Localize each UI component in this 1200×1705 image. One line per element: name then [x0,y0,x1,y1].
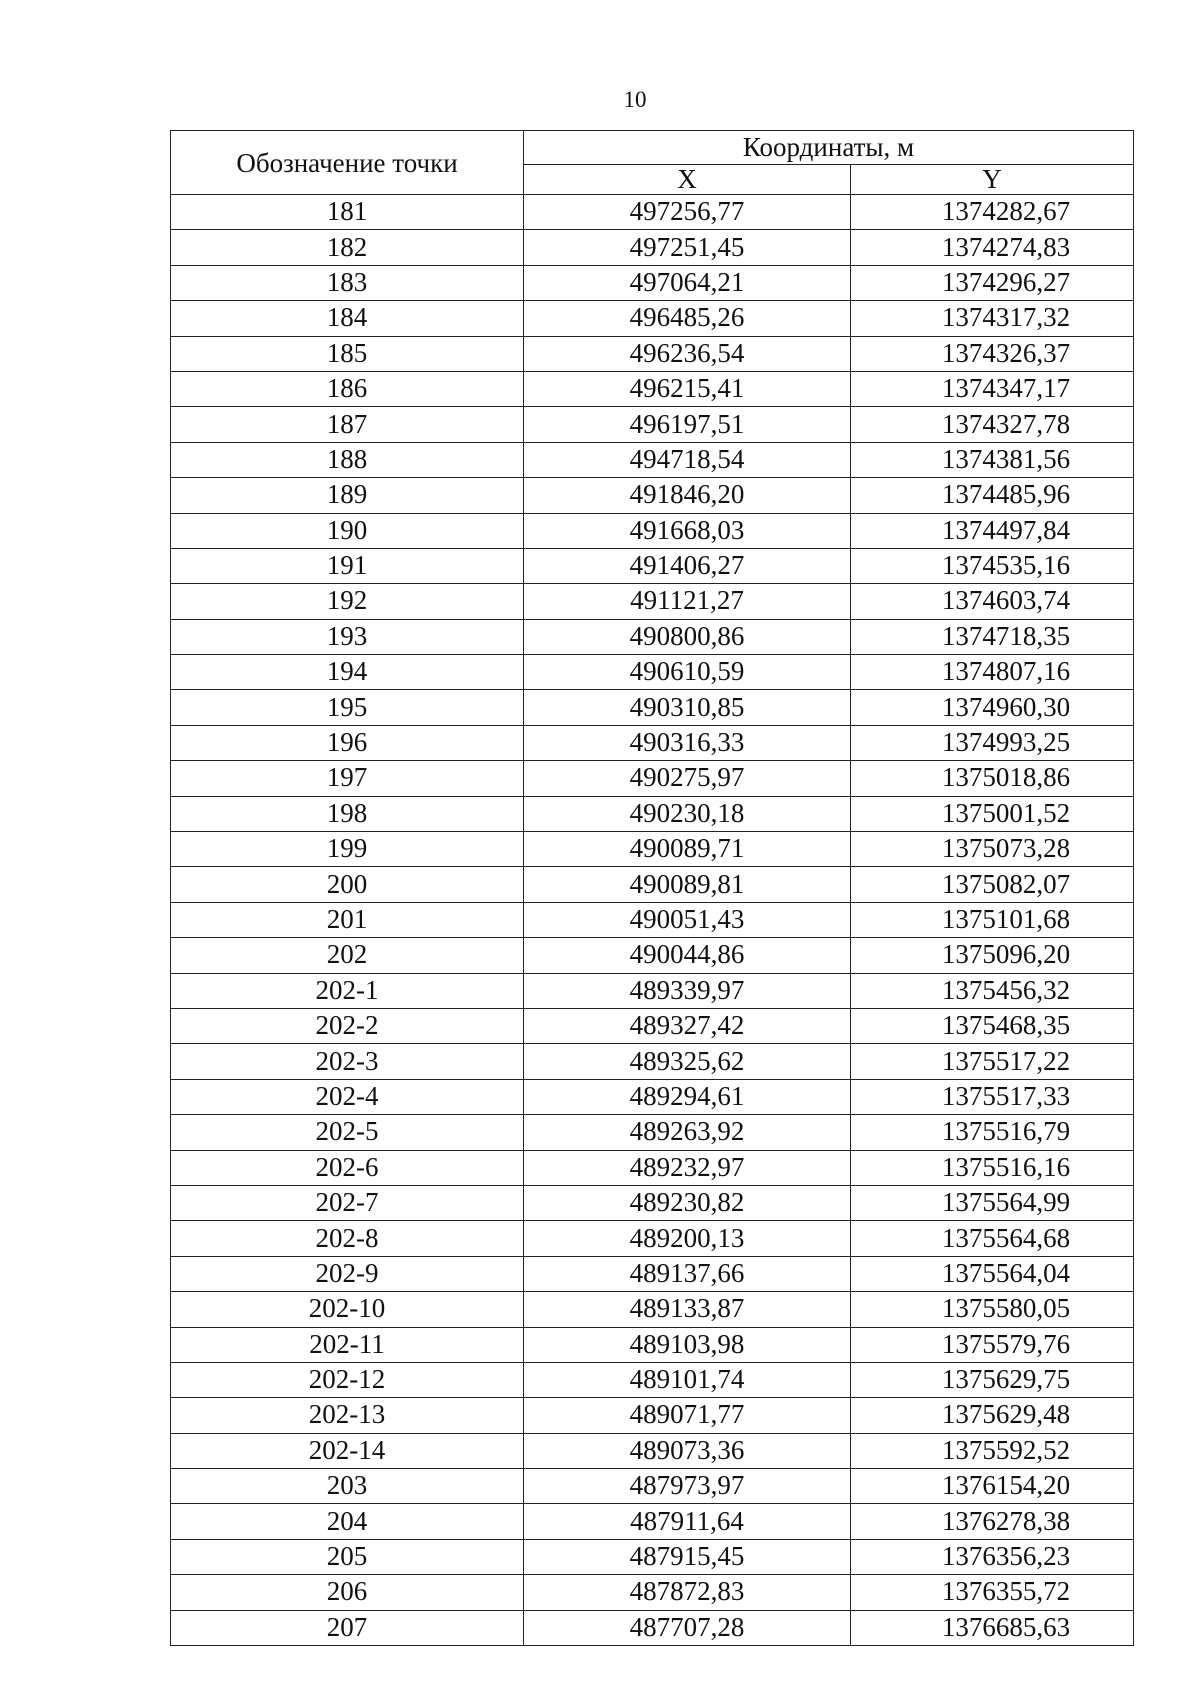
x-coordinate-cell: 490610,59 [524,655,851,690]
y-coordinate-cell: 1375517,22 [851,1044,1134,1079]
y-coordinate-cell: 1374485,96 [851,478,1134,513]
table-header [171,131,1134,195]
x-coordinate-cell: 490800,86 [524,619,851,654]
point-cell: 194 [171,655,524,690]
y-coordinate-cell: 1376685,63 [851,1610,1134,1645]
x-coordinate-cell: 490089,71 [524,832,851,867]
table-row [171,867,1134,902]
point-cell: 201 [171,902,524,937]
header-y: Y [851,165,1134,195]
x-coordinate-cell: 491406,27 [524,548,851,583]
x-coordinate-cell: 489325,62 [524,1044,851,1079]
y-coordinate-cell: 1375564,04 [851,1256,1134,1291]
y-coordinate-cell: 1375096,20 [851,938,1134,973]
table-row [171,371,1134,406]
point-cell: 186 [171,371,524,406]
header-point-designation: Обозначение точки [171,131,524,195]
x-coordinate-cell: 496236,54 [524,336,851,371]
x-coordinate-cell: 487872,83 [524,1575,851,1610]
x-coordinate-cell: 490310,85 [524,690,851,725]
point-cell: 202-14 [171,1433,524,1468]
y-coordinate-cell: 1375580,05 [851,1292,1134,1327]
y-coordinate-cell: 1375516,16 [851,1150,1134,1185]
coordinates-table [170,130,1134,1646]
page-number: 10 [623,87,647,112]
y-coordinate-cell: 1376355,72 [851,1575,1134,1610]
x-coordinate-cell: 489230,82 [524,1185,851,1220]
table-row [171,1469,1134,1504]
header-coordinates: Координаты, м [524,131,1134,165]
x-coordinate-cell: 490230,18 [524,796,851,831]
y-coordinate-cell: 1375564,99 [851,1185,1134,1220]
y-coordinate-cell: 1374603,74 [851,584,1134,619]
table-row [171,442,1134,477]
table-row [171,1362,1134,1397]
table-row [171,832,1134,867]
point-cell: 202-9 [171,1256,524,1291]
y-coordinate-cell: 1374347,17 [851,371,1134,406]
y-coordinate-cell: 1375101,68 [851,902,1134,937]
table-row [171,1185,1134,1220]
point-cell: 197 [171,761,524,796]
y-coordinate-cell: 1374718,35 [851,619,1134,654]
point-cell: 188 [171,442,524,477]
point-cell: 207 [171,1610,524,1645]
point-cell: 185 [171,336,524,371]
point-cell: 202-8 [171,1221,524,1256]
table-row [171,584,1134,619]
point-cell: 184 [171,301,524,336]
table-row [171,1327,1134,1362]
x-coordinate-cell: 490044,86 [524,938,851,973]
point-cell: 202-6 [171,1150,524,1185]
header-x: X [524,165,851,195]
point-cell: 189 [171,478,524,513]
table-row [171,478,1134,513]
point-cell: 202-10 [171,1292,524,1327]
table-row [171,548,1134,583]
table-row [171,301,1134,336]
y-coordinate-cell: 1375073,28 [851,832,1134,867]
point-cell: 198 [171,796,524,831]
point-cell: 204 [171,1504,524,1539]
point-cell: 205 [171,1539,524,1574]
table-row [171,1504,1134,1539]
table-row [171,336,1134,371]
y-coordinate-cell: 1375001,52 [851,796,1134,831]
table-row [171,796,1134,831]
point-cell: 200 [171,867,524,902]
table-row [171,1398,1134,1433]
x-coordinate-cell: 489327,42 [524,1008,851,1043]
y-coordinate-cell: 1375564,68 [851,1221,1134,1256]
y-coordinate-cell: 1374381,56 [851,442,1134,477]
table-row [171,938,1134,973]
table-row [171,1292,1134,1327]
y-coordinate-cell: 1375018,86 [851,761,1134,796]
table-row [171,1575,1134,1610]
x-coordinate-cell: 487973,97 [524,1469,851,1504]
table-row [171,513,1134,548]
table-row [171,619,1134,654]
point-cell: 181 [171,195,524,230]
x-coordinate-cell: 491846,20 [524,478,851,513]
y-coordinate-cell: 1375456,32 [851,973,1134,1008]
table-row [171,407,1134,442]
x-coordinate-cell: 489232,97 [524,1150,851,1185]
y-coordinate-cell: 1374960,30 [851,690,1134,725]
x-coordinate-cell: 496485,26 [524,301,851,336]
point-cell: 199 [171,832,524,867]
y-coordinate-cell: 1376154,20 [851,1469,1134,1504]
table-row [171,265,1134,300]
y-coordinate-cell: 1375517,33 [851,1079,1134,1114]
x-coordinate-cell: 489294,61 [524,1079,851,1114]
y-coordinate-cell: 1375579,76 [851,1327,1134,1362]
table-row [171,1610,1134,1645]
x-coordinate-cell: 497064,21 [524,265,851,300]
point-cell: 193 [171,619,524,654]
table-row [171,655,1134,690]
y-coordinate-cell: 1375516,79 [851,1115,1134,1150]
y-coordinate-cell: 1376278,38 [851,1504,1134,1539]
point-cell: 202-3 [171,1044,524,1079]
table-row [171,1008,1134,1043]
table-row [171,761,1134,796]
table-body [171,195,1134,1646]
y-coordinate-cell: 1374497,84 [851,513,1134,548]
point-cell: 202-2 [171,1008,524,1043]
table-row [171,1115,1134,1150]
x-coordinate-cell: 489133,87 [524,1292,851,1327]
point-cell: 206 [171,1575,524,1610]
y-coordinate-cell: 1374296,27 [851,265,1134,300]
x-coordinate-cell: 489200,13 [524,1221,851,1256]
y-coordinate-cell: 1374807,16 [851,655,1134,690]
point-cell: 202 [171,938,524,973]
x-coordinate-cell: 497251,45 [524,230,851,265]
table-row [171,902,1134,937]
point-cell: 202-4 [171,1079,524,1114]
x-coordinate-cell: 491668,03 [524,513,851,548]
table-row [171,230,1134,265]
point-cell: 203 [171,1469,524,1504]
x-coordinate-cell: 489073,36 [524,1433,851,1468]
point-cell: 190 [171,513,524,548]
x-coordinate-cell: 487915,45 [524,1539,851,1574]
y-coordinate-cell: 1374282,67 [851,195,1134,230]
table-row [171,973,1134,1008]
x-coordinate-cell: 491121,27 [524,584,851,619]
point-cell: 187 [171,407,524,442]
table-row [171,725,1134,760]
x-coordinate-cell: 489101,74 [524,1362,851,1397]
table-row [171,1044,1134,1079]
x-coordinate-cell: 490051,43 [524,902,851,937]
x-coordinate-cell: 490089,81 [524,867,851,902]
x-coordinate-cell: 494718,54 [524,442,851,477]
x-coordinate-cell: 496215,41 [524,371,851,406]
x-coordinate-cell: 490275,97 [524,761,851,796]
y-coordinate-cell: 1374993,25 [851,725,1134,760]
point-cell: 183 [171,265,524,300]
x-coordinate-cell: 487707,28 [524,1610,851,1645]
point-cell: 202-7 [171,1185,524,1220]
y-coordinate-cell: 1374326,37 [851,336,1134,371]
table-row [171,1079,1134,1114]
x-coordinate-cell: 489137,66 [524,1256,851,1291]
point-cell: 196 [171,725,524,760]
point-cell: 202-1 [171,973,524,1008]
table-row [171,1221,1134,1256]
y-coordinate-cell: 1374535,16 [851,548,1134,583]
point-cell: 195 [171,690,524,725]
x-coordinate-cell: 490316,33 [524,725,851,760]
x-coordinate-cell: 489103,98 [524,1327,851,1362]
table-row [171,1433,1134,1468]
point-cell: 202-12 [171,1362,524,1397]
table-row [171,1150,1134,1185]
table-row [171,1539,1134,1574]
point-cell: 191 [171,548,524,583]
y-coordinate-cell: 1374327,78 [851,407,1134,442]
y-coordinate-cell: 1375468,35 [851,1008,1134,1043]
point-cell: 182 [171,230,524,265]
point-cell: 202-5 [171,1115,524,1150]
table-row [171,1256,1134,1291]
table-row [171,195,1134,230]
y-coordinate-cell: 1375082,07 [851,867,1134,902]
point-cell: 192 [171,584,524,619]
x-coordinate-cell: 489339,97 [524,973,851,1008]
y-coordinate-cell: 1376356,23 [851,1539,1134,1574]
table-row [171,690,1134,725]
y-coordinate-cell: 1375629,75 [851,1362,1134,1397]
y-coordinate-cell: 1374317,32 [851,301,1134,336]
x-coordinate-cell: 496197,51 [524,407,851,442]
y-coordinate-cell: 1374274,83 [851,230,1134,265]
x-coordinate-cell: 489071,77 [524,1398,851,1433]
point-cell: 202-11 [171,1327,524,1362]
y-coordinate-cell: 1375592,52 [851,1433,1134,1468]
x-coordinate-cell: 487911,64 [524,1504,851,1539]
y-coordinate-cell: 1375629,48 [851,1398,1134,1433]
x-coordinate-cell: 497256,77 [524,195,851,230]
point-cell: 202-13 [171,1398,524,1433]
x-coordinate-cell: 489263,92 [524,1115,851,1150]
